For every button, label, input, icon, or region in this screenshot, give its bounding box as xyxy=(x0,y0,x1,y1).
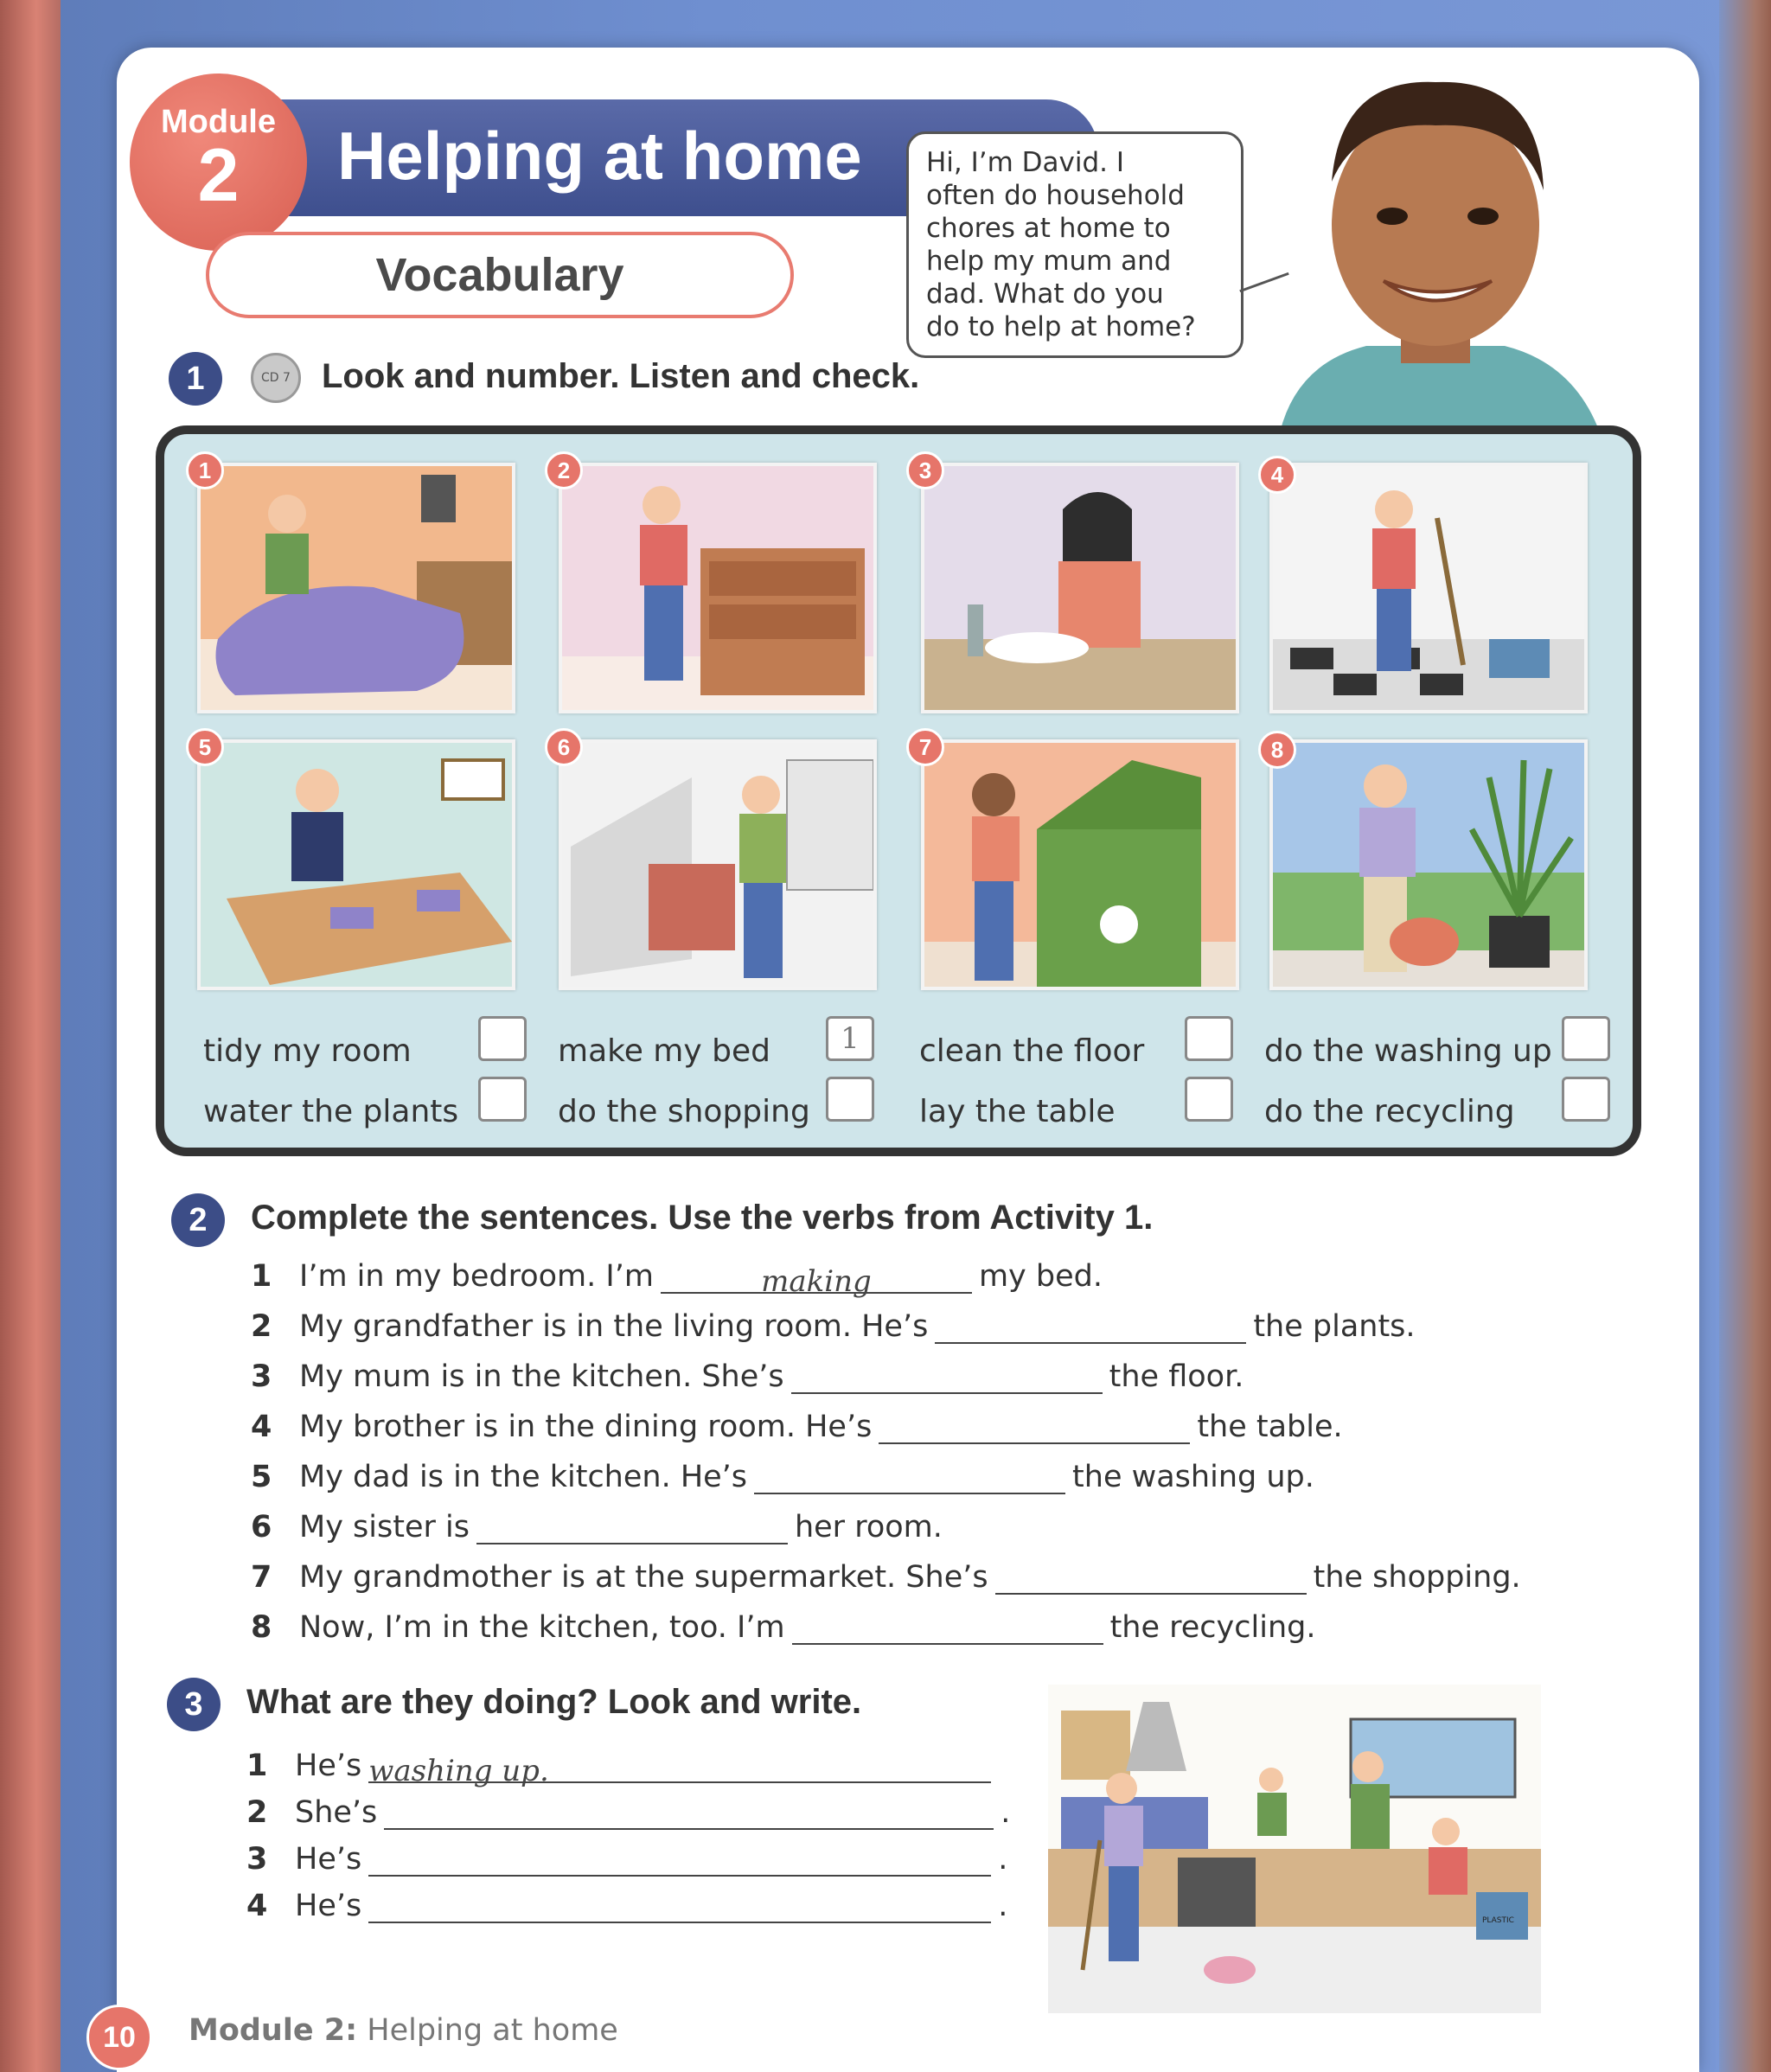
sentence-start: My dad is in the kitchen. He’s xyxy=(299,1460,748,1494)
footer-module-title: Helping at home xyxy=(367,2013,618,2048)
answer-blank[interactable] xyxy=(368,1894,991,1923)
speech-line: chores at home to xyxy=(926,213,1171,244)
picture-shopping xyxy=(559,739,877,990)
speech-line: Hi, I’m David. I xyxy=(926,147,1125,178)
sentence-end: the shopping. xyxy=(1313,1560,1521,1595)
phrase-clean-the-floor: clean the floor xyxy=(919,1033,1145,1069)
speech-line: do to help at home? xyxy=(926,311,1196,342)
answer-blank[interactable]: making xyxy=(661,1264,972,1294)
phrase-water-the-plants: water the plants xyxy=(203,1094,459,1129)
sentence-number: 3 xyxy=(251,1359,272,1394)
module-number: 2 xyxy=(197,134,240,217)
answer-blank[interactable] xyxy=(879,1415,1190,1444)
exercise-number-2: 2 xyxy=(171,1193,225,1247)
sentence-end: the recycling. xyxy=(1109,1610,1316,1645)
sentence-row xyxy=(251,1460,1314,1494)
sentence-number: 2 xyxy=(251,1309,272,1344)
answer-box[interactable] xyxy=(478,1077,527,1122)
sentence-start: My mum is in the kitchen. She’s xyxy=(299,1359,784,1394)
sentence-row xyxy=(251,1560,1521,1595)
picture-number: 7 xyxy=(906,728,944,766)
sentence-end: my bed. xyxy=(978,1259,1103,1294)
answer-box[interactable] xyxy=(1562,1077,1610,1122)
picture-clean-floor xyxy=(1269,463,1588,713)
book-spine-edge xyxy=(0,0,61,2072)
answer-box[interactable] xyxy=(1185,1077,1233,1122)
sentence-number: 4 xyxy=(251,1410,272,1444)
sentence-start: Now, I’m in the kitchen, too. I’m xyxy=(299,1610,785,1645)
item-prefix: He’s xyxy=(295,1749,362,1783)
sentence-row xyxy=(251,1510,943,1544)
sentence-start: My grandfather is in the living room. He’s xyxy=(299,1309,929,1344)
answer-blank[interactable] xyxy=(754,1465,1065,1494)
item-prefix: He’s xyxy=(295,1842,362,1877)
exercise-3-instruction: What are they doing? Look and write. xyxy=(246,1683,862,1721)
sentence-start: My sister is xyxy=(299,1510,470,1544)
answer-blank[interactable] xyxy=(368,1847,991,1877)
item-number: 1 xyxy=(246,1749,268,1783)
cd-audio-icon[interactable]: CD 7 xyxy=(251,353,301,403)
module-badge xyxy=(130,74,307,251)
phrase-do-the-shopping: do the shopping xyxy=(558,1094,810,1129)
answer-blank[interactable] xyxy=(384,1800,994,1830)
answer-blank[interactable] xyxy=(792,1615,1103,1645)
sentence-row xyxy=(251,1610,1315,1645)
exercise-number-1: 1 xyxy=(169,352,222,406)
answer-box[interactable] xyxy=(478,1016,527,1061)
book-right-edge xyxy=(1719,0,1771,2072)
sentence-number: 7 xyxy=(251,1560,272,1595)
answer-blank[interactable]: washing up. xyxy=(368,1754,991,1783)
sentence-row xyxy=(251,1259,1103,1299)
speech-bubble xyxy=(906,131,1244,358)
exercise-number-3: 3 xyxy=(167,1678,221,1731)
sentence-end: her room. xyxy=(794,1510,943,1544)
picture-number: 2 xyxy=(545,451,583,489)
speech-line: often do household xyxy=(926,180,1185,211)
kitchen-scene-image xyxy=(1048,1685,1541,2013)
sentence-start: I’m in my bedroom. I’m xyxy=(299,1259,654,1294)
picture-recycling xyxy=(921,739,1239,990)
item-number: 2 xyxy=(246,1795,268,1830)
phrase-lay-the-table: lay the table xyxy=(919,1094,1116,1129)
sentence-number: 1 xyxy=(251,1259,272,1294)
answer-box[interactable] xyxy=(1562,1016,1610,1061)
phrase-tidy-my-room: tidy my room xyxy=(203,1033,412,1069)
item-end: . xyxy=(1001,1795,1011,1830)
answer-box[interactable]: 1 xyxy=(826,1016,874,1061)
answer-blank[interactable] xyxy=(935,1314,1246,1344)
boy-portrait-image xyxy=(1263,61,1608,432)
sentence-row xyxy=(251,1359,1244,1394)
item-prefix: He’s xyxy=(295,1889,362,1923)
answer-box[interactable] xyxy=(1185,1016,1233,1061)
picture-make-bed xyxy=(197,463,515,713)
page-number: 10 xyxy=(86,2005,152,2070)
phrase-do-the-recycling: do the recycling xyxy=(1264,1094,1515,1129)
sentence-start: My brother is in the dining room. He’s xyxy=(299,1410,873,1444)
sentence-end: the plants. xyxy=(1253,1309,1416,1344)
footer-module-label xyxy=(189,2013,618,2048)
picture-number: 8 xyxy=(1258,731,1296,769)
picture-water-plants xyxy=(1269,739,1588,990)
sentence-number: 8 xyxy=(251,1610,272,1645)
picture-lay-table xyxy=(197,739,515,990)
write-row xyxy=(246,1889,1007,1923)
item-number: 4 xyxy=(246,1889,268,1923)
write-row xyxy=(246,1795,1010,1830)
answer-blank[interactable] xyxy=(995,1565,1307,1595)
speech-line: dad. What do you xyxy=(926,278,1164,310)
picture-number: 5 xyxy=(186,728,224,766)
sentence-end: the washing up. xyxy=(1072,1460,1314,1494)
picture-number: 3 xyxy=(906,451,944,489)
page-title: Helping at home xyxy=(337,118,862,194)
sentence-end: the table. xyxy=(1197,1410,1343,1444)
answer-blank[interactable] xyxy=(476,1515,788,1544)
picture-number: 4 xyxy=(1258,456,1296,494)
sentence-row xyxy=(251,1410,1343,1444)
item-number: 3 xyxy=(246,1842,268,1877)
item-prefix: She’s xyxy=(295,1795,378,1830)
picture-washing-up xyxy=(921,463,1239,713)
speech-line: help my mum and xyxy=(926,246,1172,277)
module-word: Module xyxy=(161,104,276,140)
sentence-end: the floor. xyxy=(1109,1359,1244,1394)
picture-number: 1 xyxy=(186,451,224,489)
section-label: Vocabulary xyxy=(206,232,794,318)
phrase-do-the-washing-up: do the washing up xyxy=(1264,1033,1552,1069)
sentence-row xyxy=(251,1309,1416,1344)
phrase-make-my-bed: make my bed xyxy=(558,1033,770,1069)
write-row xyxy=(246,1749,998,1788)
write-row xyxy=(246,1842,1007,1877)
exercise-2-instruction: Complete the sentences. Use the verbs from Activity 1. xyxy=(251,1199,1154,1237)
picture-number: 6 xyxy=(545,728,583,766)
sentence-start: My grandmother is at the supermarket. She’s xyxy=(299,1560,988,1595)
bin-label: PLASTIC xyxy=(1482,1916,1514,1925)
picture-tidy-room xyxy=(559,463,877,713)
answer-box[interactable] xyxy=(826,1077,874,1122)
answer-blank[interactable] xyxy=(791,1365,1103,1394)
footer-module-prefix: Module 2: xyxy=(189,2013,358,2048)
sentence-number: 6 xyxy=(251,1510,272,1544)
sentence-number: 5 xyxy=(251,1460,272,1494)
item-end: . xyxy=(998,1889,1008,1923)
exercise-1-instruction: Look and number. Listen and check. xyxy=(322,357,920,395)
item-end: . xyxy=(998,1842,1008,1877)
